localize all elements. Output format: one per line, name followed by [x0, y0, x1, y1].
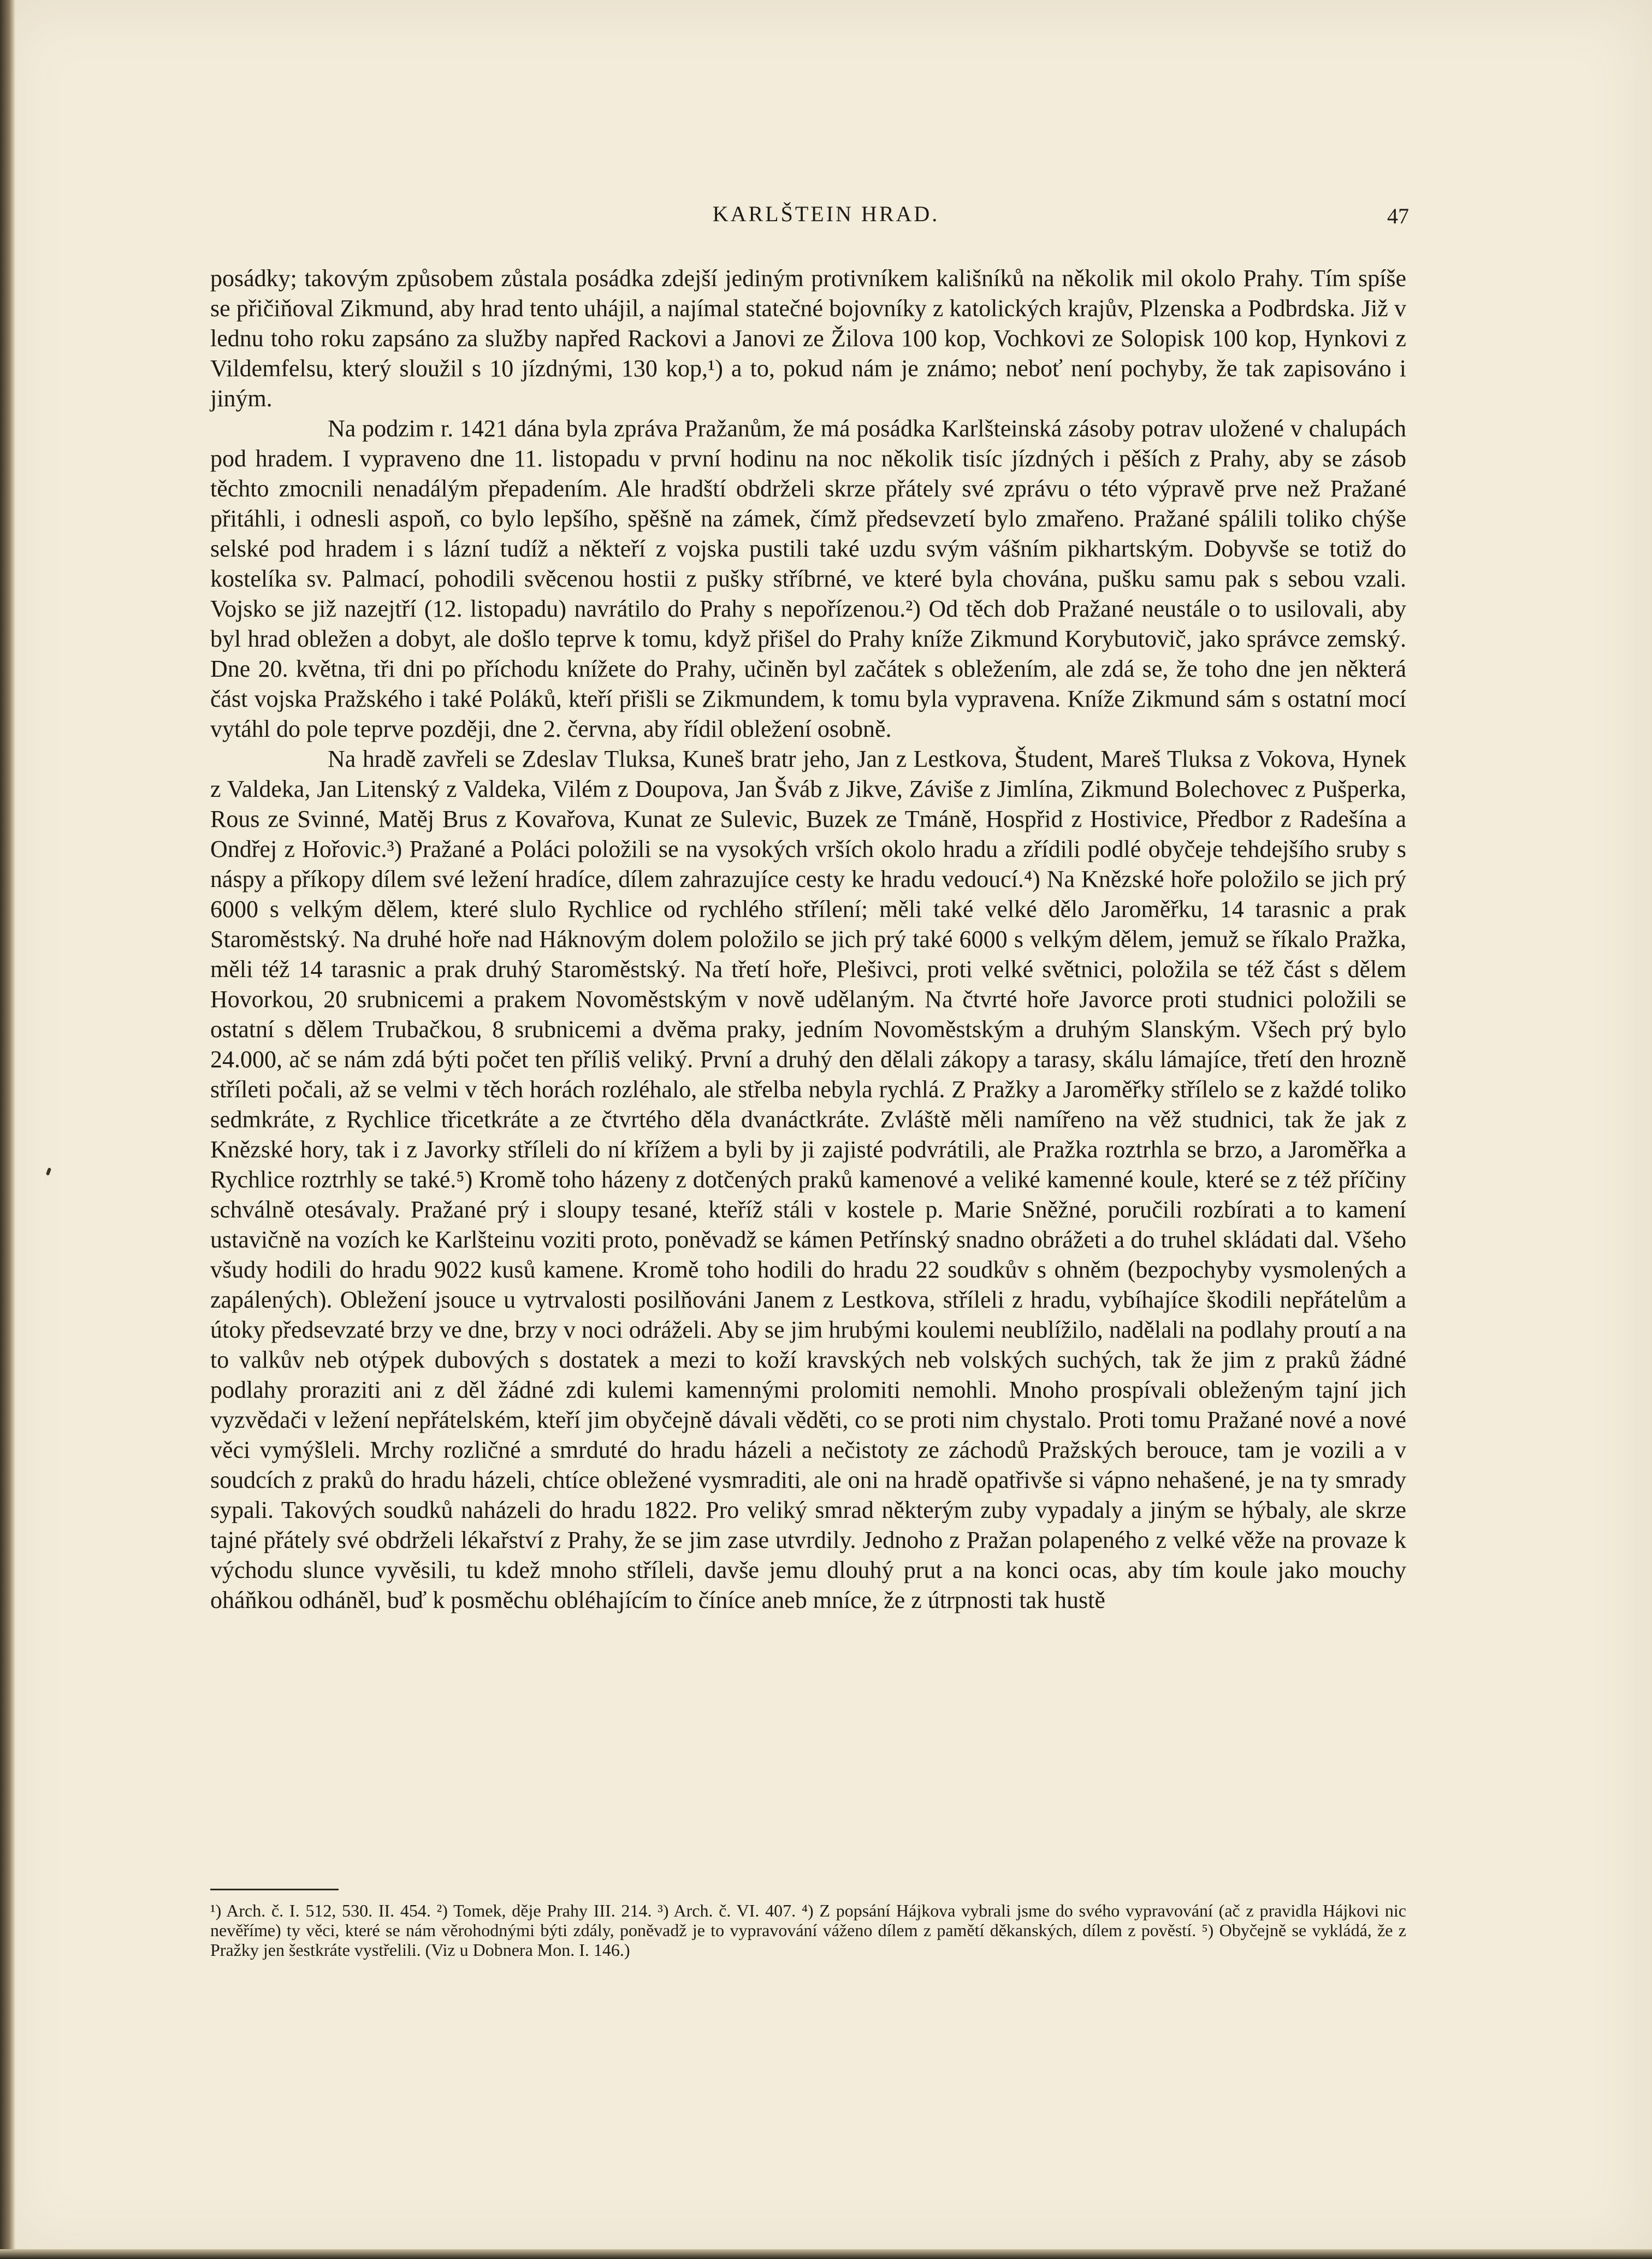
page-number: 47: [1387, 204, 1409, 228]
running-header: KARLŠTEIN HRAD.: [712, 202, 940, 226]
footnote-divider: [210, 1889, 339, 1890]
body-text: [210, 263, 1406, 1615]
footnote-text: ¹) Arch. č. I. 512, 530. II. 454. ²) Tomek, děje Prahy III. 214. ³) Arch. č. VI. 407. ⁴) Z popsání Hájkova vybrali jsme do svého vypravování (ač z pravidla Hájkovi nic nevěříme) ty věci, které se nám věrohodnými býti zdály, poněvadž je to vypravování váženo dílem z pamětí děkanských, dílem z pověstí. ⁵) Obyčejně se vykládá, že z Pražky jen šestkráte vystřelili. (Viz u Dobnera Mon. I. 146.): [210, 1901, 1406, 1960]
paragraph-2: Na podzim r. 1421 dána byla zpráva Pražanům, že má posádka Karlšteinská zásoby potrav uložené v chalupách pod hradem. I vypraveno dne 11. listopadu v první hodinu na noc několik tisíc jízdných i pěších z Prahy, aby se zásob těchto zmocnili nenadálým přepadením. Ale hradští obdrželi skrze přátely své zprávu o této výpravě prve než Pražané přitáhli, i odnesli aspoň, co bylo lepšího, spěšně na zámek, čímž předsevzetí bylo zmařeno. Pražané spálili toliko chýše selské pod hradem i s lázní tudíž a někteří z vojska pustili také uzdu svým vášním pikhartským. Dobyvše se totiž do kostelíka sv. Palmací, pohodili svěcenou hostii z pušky stříbrné, ve které byla chována, pušku samu pak s sebou vzali. Vojsko se již nazejtří (12. listopadu) navrátilo do Prahy s nepořízenou.²) Od těch dob Pražané neustále o to usilovali, aby byl hrad obležen a dobyt, ale došlo teprve k tomu, když přišel do Prahy kníže Zikmund Korybutovič, jako správce zemský. Dne 20. května, tři dni po příchodu knížete do Prahy, učiněn byl začátek s obležením, ale zdá se, že toho dne jen některá část vojska Pražského i také Poláků, kteří přišli se Zikmundem, k tomu byla vypravena. Kníže Zikmund sám s ostatní mocí vytáhl do pole teprve později, dne 2. června, aby řídil obležení osobně.: [210, 415, 1406, 742]
page-bottom-edge: [0, 2249, 1652, 2259]
footnotes: [210, 1901, 1406, 1960]
page-gutter-shadow: [0, 0, 15, 2259]
ink-speck: [46, 1167, 51, 1175]
paragraph-3: Na hradě zavřeli se Zdeslav Tluksa, Kuneš bratr jeho, Jan z Lestkova, Študent, Mareš Tluksa z Vokova, Hynek z Valdeka, Jan Litenský z Valdeka, Vilém z Doupova, Jan Šváb z Jikve, Záviše z Jimlína, Zikmund Bolechovec z Pušperka, Rous ze Svinné, Matěj Brus z Kovařova, Kunat ze Sulevic, Buzek ze Tmáně, Hospřid z Hostivice, Předbor z Radešína a Ondřej z Hořovic.³) Pražané a Poláci položili se na vysokých vrších okolo hradu a zřídili podlé obyčeje tehdejšího sruby s náspy a příkopy dílem své ležení hradíce, dílem zahrazujíce cesty ke hradu vedoucí.⁴) Na Knězské hoře položilo se jich prý 6000 s velkým dělem, které slulo Rychlice od rychlého střílení; měli také velké dělo Jaroměřku, 14 tarasnic a prak Staroměstský. Na druhé hoře nad Háknovým dolem položilo se jich prý také 6000 s velkým dělem, jemuž se říkalo Pražka, měli též 14 tarasnic a prak druhý Staroměstský. Na třetí hoře, Plešivci, proti velké světnici, položila se též část s dělem Hovorkou, 20 srubnicemi a prakem Novoměstským v nově udělaným. Na čtvrté hoře Javorce proti studnici položili se ostatní s dělem Trubačkou, 8 srubnicemi a dvěma praky, jedním Novoměstským a druhým Slanským. Všech prý bylo 24.000, ač se nám zdá býti počet ten příliš veliký. První a druhý den dělali zákopy a tarasy, skálu lámajíce, třetí den hrozně stříleti počali, až se velmi v těch horách rozléhalo, ale střelba nebyla rychlá. Z Pražky a Jaroměřky střílelo se z každé toliko sedmkráte, z Rychlice třicetkráte a ze čtvrtého děla dvanáctkráte. Zvláště měli namířeno na věž studnici, tak že jak z Knězské hory, tak i z Javorky stříleli do ní křížem a byli by ji zajisté podvrátili, ale Pražka roztrhla se brzo, a Jaroměřka a Rychlice roztrhly se také.⁵) Kromě toho házeny z dotčených praků kamenové a veliké kamenné koule, které se z též příčiny schválně otesávaly. Pražané prý i sloupy tesané, kteříž stáli v kostele p. Marie Sněžné, poručili rozbírati a to kamení ustavičně na vozích ke Karlšteinu voziti proto, poněvadž se kámen Petřínský snadno obrážeti a do truhel skládati dal. Všeho všudy hodili do hradu 9022 kusů kamene. Kromě toho hodili do hradu 22 soudkův s ohněm (bezpochyby vysmolených a zapálených). Obležení jsouce u vytrvalosti posilňováni Janem z Lestkova, stříleli z hradu, vybíhajíce škodili nepřátelům a útoky předsevzaté brzy ve dne, brzy v noci odráželi. Aby se jim hrubými koulemi neublížilo, nadělali na podlahy proutí a na to valkův neb otýpek dubových s dostatek a mezi to koží kravských neb volských suchých, tak že jim z praků žádné podlahy proraziti ani z děl žádné zdi kulemi kamennými prolomiti nemohli. Mnoho prospívali obleženým tajní jich vyzvědači v ležení nepřátelském, kteří jim obyčejně dávali věděti, co se proti nim chystalo. Proti tomu Pražané nové a nové věci vymýšleli. Mrchy rozličné a smrduté do hradu házeli a nečistoty ze záchodů Pražských berouce, tam je vozili a v soudcích z praků do hradu házeli, chtíce obležené vysmraditi, ale oni na hradě opatřivše si vápno nehašené, je na ty smrady sypali. Takových soudků naházeli do hradu 1822. Pro veliký smrad některým zuby vypadaly a jiným se hýbaly, ale skrze tajné přátely své obdrželi lékařství z Prahy, že se jim zase utvrdily. Jednoho z Pražan polapeného z velké věže na provaze k východu slunce vyvěsili, tu kdež mnoho stříleli, davše jemu dlouhý prut a na konci ocas, aby tím koule jako mouchy oháňkou odháněl, buď k posměchu obléhajícím to číníce aneb mníce, že z útrpnosti tak hustě: [210, 746, 1406, 1613]
paragraph-1: posádky; takovým způsobem zůstala posádka zdejší jediným protivníkem kališníků na několik mil okolo Prahy. Tím spíše se přičiňoval Zikmund, aby hrad tento uhájil, a najímal statečné bojovníky z katolických krajův, Plzenska a Podbrdska. Již v lednu toho roku zapsáno za služby napřed Rackovi a Janovi ze Žilova 100 kop, Vochkovi ze Solopisk 100 kop, Hynkovi z Vildemfelsu, který sloužil s 10 jízdnými, 130 kop,¹) a to, pokud nám je známo; neboť není pochyby, že tak zapisováno i jiným.: [210, 265, 1406, 412]
